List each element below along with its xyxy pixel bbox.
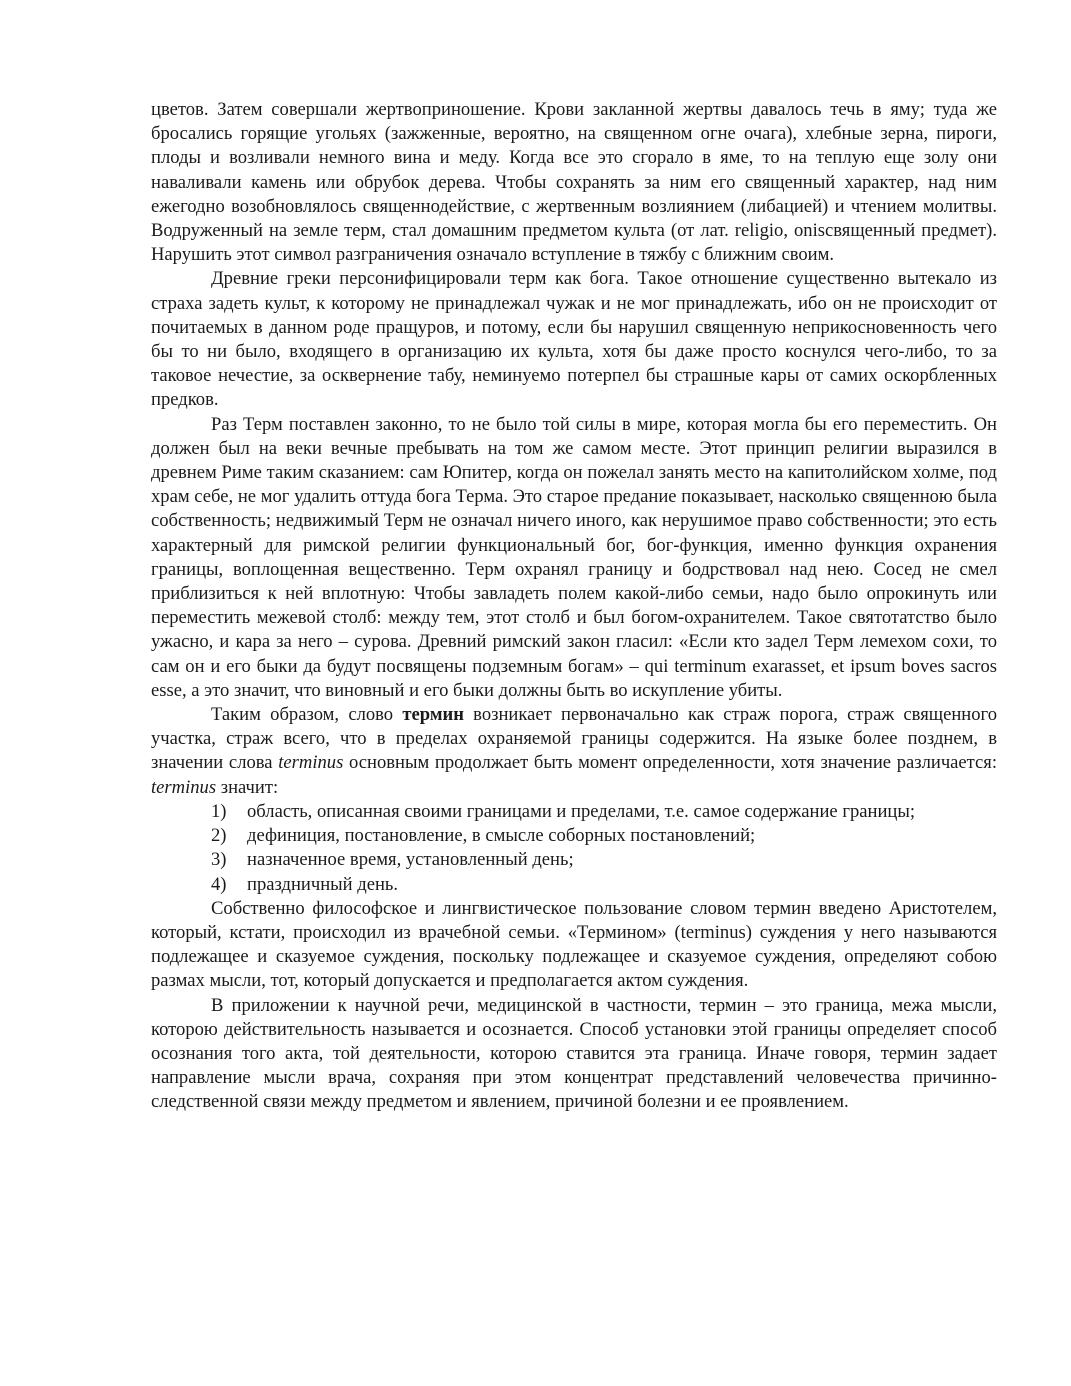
italic-term: terminus xyxy=(151,776,217,798)
list-item-text: область, описанная своими границами и пределами, т.е. самое содержание границы; xyxy=(247,800,916,822)
list-item-text: праздничный день. xyxy=(247,873,399,895)
italic-term: terminus xyxy=(278,752,344,774)
text-run: Таким образом, слово xyxy=(211,704,403,726)
text-run: Древние греки персонифицировали терм как бога. Такое отношение существенно вытекало из страха задеть культ, к которому не принадлежал чужак и не мог принадлежать, ибо он не происходит от почитаемых в данном роде пращуров, и потому, если бы нарушил священную неприкосновенность чего бы то ни было, входящего в организацию их культа, хотя бы даже просто коснулся чего-либо, то за таковое нечестие, за осквернение табу, неминуемо потерпел бы страшные кары от самих оскорбленных предков. xyxy=(151,268,997,411)
text-run: значит: xyxy=(216,776,279,798)
text-run: Собственно философское и лингвистическое пользование словом термин введено Аристотелем, который, кстати, происходил из врачебной семьи. «Термином» (terminus) суждения у него называются подлежащее и сказуемое суждения, поскольку подлежащее и сказуемое суждения, определяют собою размах мысли, тот, который допускается и предполагается актом суждения. xyxy=(151,897,997,992)
list-item xyxy=(151,848,997,872)
list-number: 1) xyxy=(211,800,227,822)
list-item xyxy=(151,800,997,824)
text-run: В приложении к научной речи, медицинской в частности, термин – это граница, межа мысли, которою действительность называется и осознается. Способ установки этой границы определяет способ осознания того акта, той деятельности, которою ставится эта граница. Иначе говоря, термин задает направление мысли врача, сохраняя при этом концентрат представлений человечества причинно-следственной связи между предметом и явлением, причиной болезни и ее проявлением. xyxy=(151,994,997,1113)
list-item xyxy=(151,824,997,848)
text-run: цветов. Затем совершали жертвоприношение. Крови закланной жертвы давалось течь в яму; туда же бросались горящие угольях (зажженные, вероятно, на священном огне очага), хлебные зерна, пироги, плоды и возливали немного вина и меду. Когда все это сгорало в яме, то на теплую еще золу они наваливали камень или обрубок дерева. Чтобы сохранять за ним его священный характер, над ним ежегодно возобновлялось священнодействие, с жертвенным возлиянием (либацией) и чтением молитвы. Водруженный на земле терм, стал домашним предметом культа (от лат. religio, oniscвященный предмет). Нарушить этот символ разграничения означало вступление в тяжбу с ближним своим. xyxy=(151,99,997,266)
paragraph xyxy=(151,98,997,267)
bold-term: термин xyxy=(402,704,464,726)
document-page xyxy=(151,98,997,1115)
list-number: 2) xyxy=(211,825,227,847)
body-text-after-list xyxy=(151,897,997,1115)
text-run: Раз Терм поставлен законно, то не было той силы в мире, которая могла бы его переместить. Он должен был на веки вечные пребывать на том же самом месте. Этот принцип религии выразился в древнем Риме таким сказанием: сам Юпитер, когда он пожелал занять место на капитолийском холме, под храм себе, не мог удалить оттуда бога Терма. Это старое предание показывает, насколько священною была собственность; недвижимый Терм не означал ничего иного, как нерушимое право собственности; это есть характерный для римской религии функциональный бог, бог-функция, именно функция охранения границы, воплощенная вещественно. Терм охранял границу и бодрствовал над нею. Сосед не смел приблизиться к ней вплотную: Чтобы завладеть полем какой-либо семьи, надо было опрокинуть или переместить межевой столб: между тем, этот столб и был богом-охранителем. Такое святотатство было ужасно, и кара за него – сурова. Древний римский закон гласил: «Если кто задел Терм лемехом сохи, то сам он и его быки да будут посвящены подземным богам» – qui terminum exarasset, et ipsum boves sacros esse, а это значит, что виновный и его быки должны быть во искупление убиты. xyxy=(151,413,997,701)
paragraph xyxy=(151,703,997,800)
paragraph xyxy=(151,267,997,412)
body-text-before-list xyxy=(151,98,997,800)
list-item-text: назначенное время, установленный день; xyxy=(247,849,574,871)
paragraph xyxy=(151,897,997,994)
paragraph xyxy=(151,413,997,703)
text-run: основным продолжает быть момент определенности, хотя значение различается: xyxy=(343,752,998,774)
numbered-list xyxy=(151,800,997,897)
list-number: 4) xyxy=(211,873,227,895)
paragraph xyxy=(151,994,997,1115)
list-number: 3) xyxy=(211,849,227,871)
list-item-text: дефиниция, постановление, в смысле соборных постановлений; xyxy=(247,825,756,847)
list-item xyxy=(151,873,997,897)
text-run: возникает первоначально как страж порога, страж священного участка, страж всего, что в пределах охраняемой границы содержится. На языке более позднем, в значении слова xyxy=(151,704,997,774)
